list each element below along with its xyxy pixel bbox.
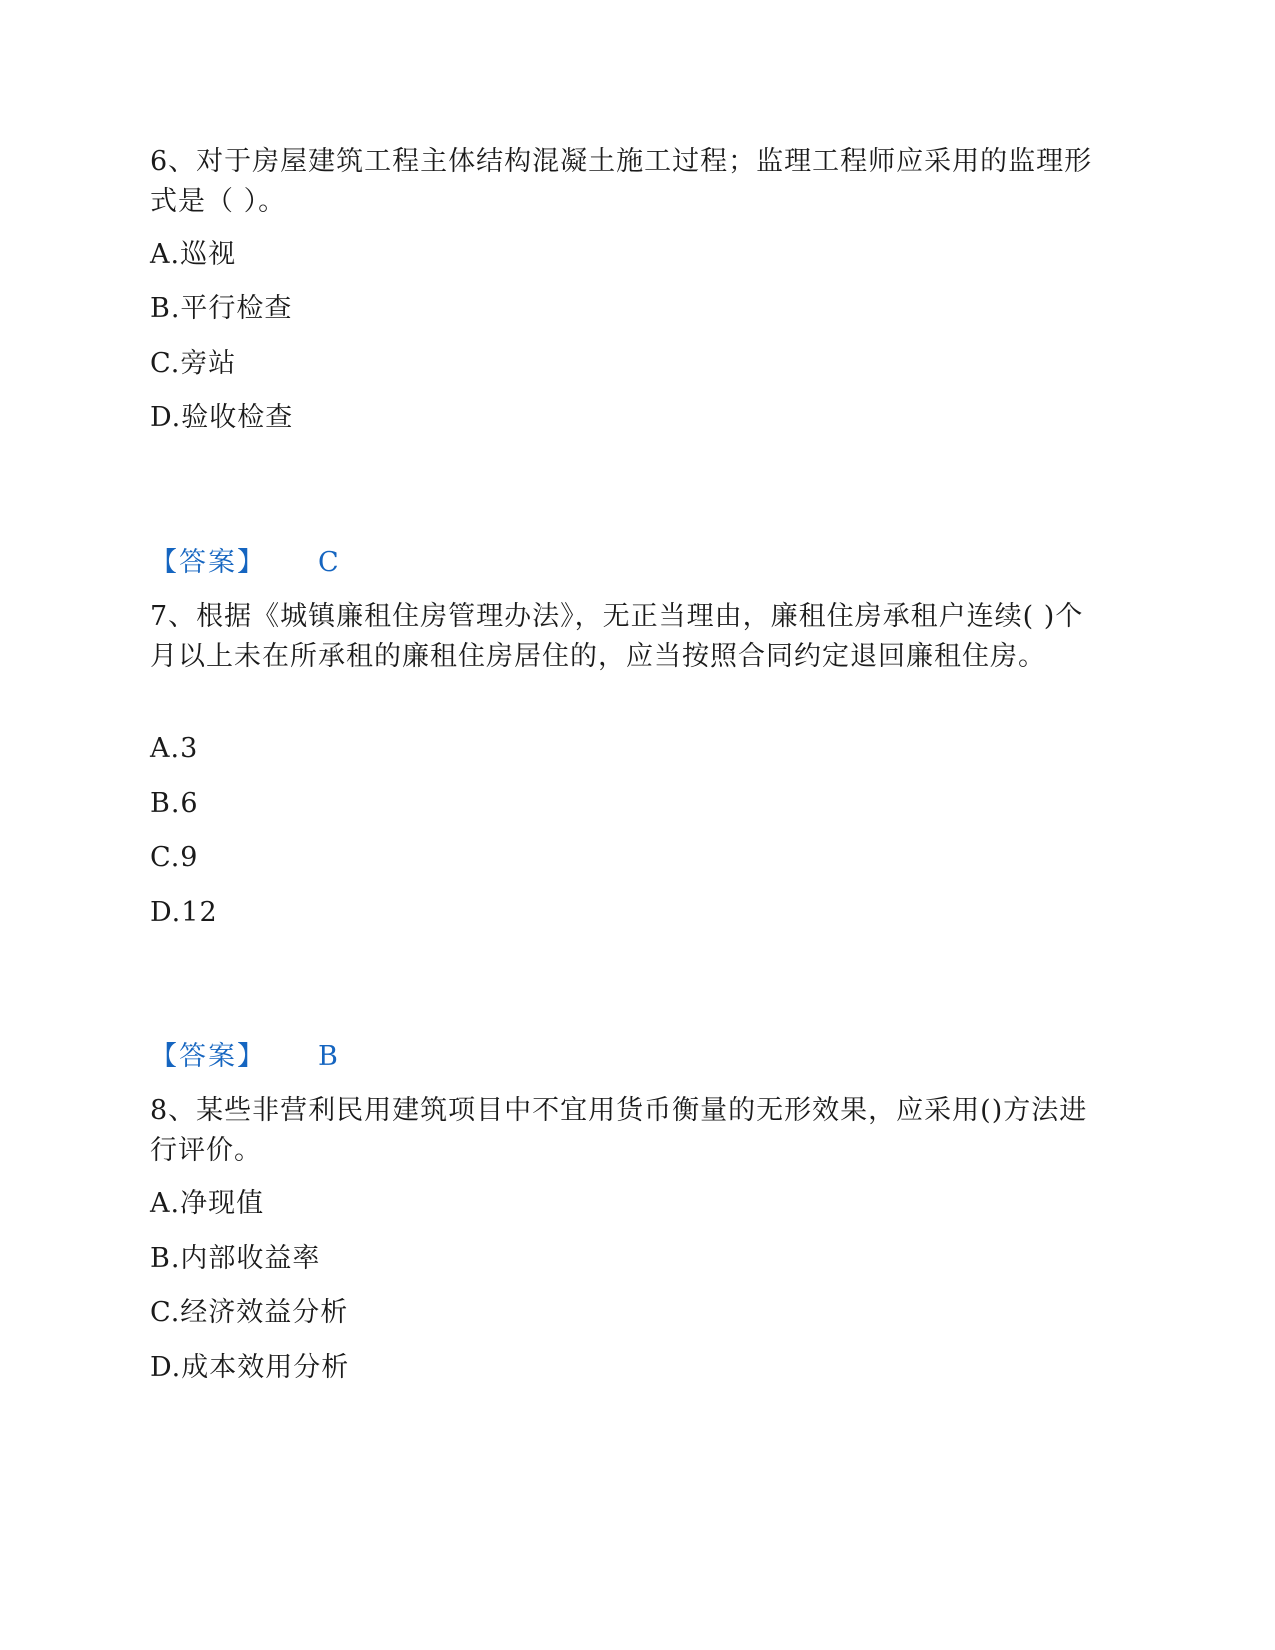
question-7-option-c: C.9: [150, 842, 199, 873]
question-7-stem: 7、根据《城镇廉租住房管理办法》，无正当理由，廉租住房承租户连续( )个月以上未在所承租的廉租住房居住的，应当按照合同约定退回廉租住房。: [150, 601, 1084, 672]
answer-label: 【答案】: [150, 1041, 266, 1072]
question-6-option-b: B.平行检查: [150, 293, 293, 324]
question-8-option-b: B.内部收益率: [150, 1243, 321, 1274]
question-6-option-a: A.巡视: [150, 239, 237, 270]
question-6-option-d: D.验收检查: [150, 402, 294, 433]
question-8-option-d: D.成本效用分析: [150, 1352, 350, 1383]
answer-label: 【答案】: [150, 547, 266, 578]
question-7-option-a: A.3: [150, 733, 199, 764]
question-7-option-d: D.12: [150, 897, 218, 928]
question-6-stem: 6、对于房屋建筑工程主体结构混凝土施工过程；监理工程师应采用的监理形式是（ ）。: [150, 146, 1093, 217]
question-6-answer: [150, 545, 339, 581]
question-7-option-b: B.6: [150, 788, 199, 819]
question-8-option-a: A.净现值: [150, 1188, 265, 1219]
question-6-option-c: C.旁站: [150, 348, 237, 379]
answer-value: B: [318, 1041, 338, 1072]
answer-value: C: [318, 547, 339, 578]
question-8-stem: 8、某些非营利民用建筑项目中不宜用货币衡量的无形效果，应采用()方法进行评价。: [150, 1095, 1088, 1166]
question-8-option-c: C.经济效益分析: [150, 1297, 349, 1328]
question-7-answer: [150, 1039, 338, 1075]
